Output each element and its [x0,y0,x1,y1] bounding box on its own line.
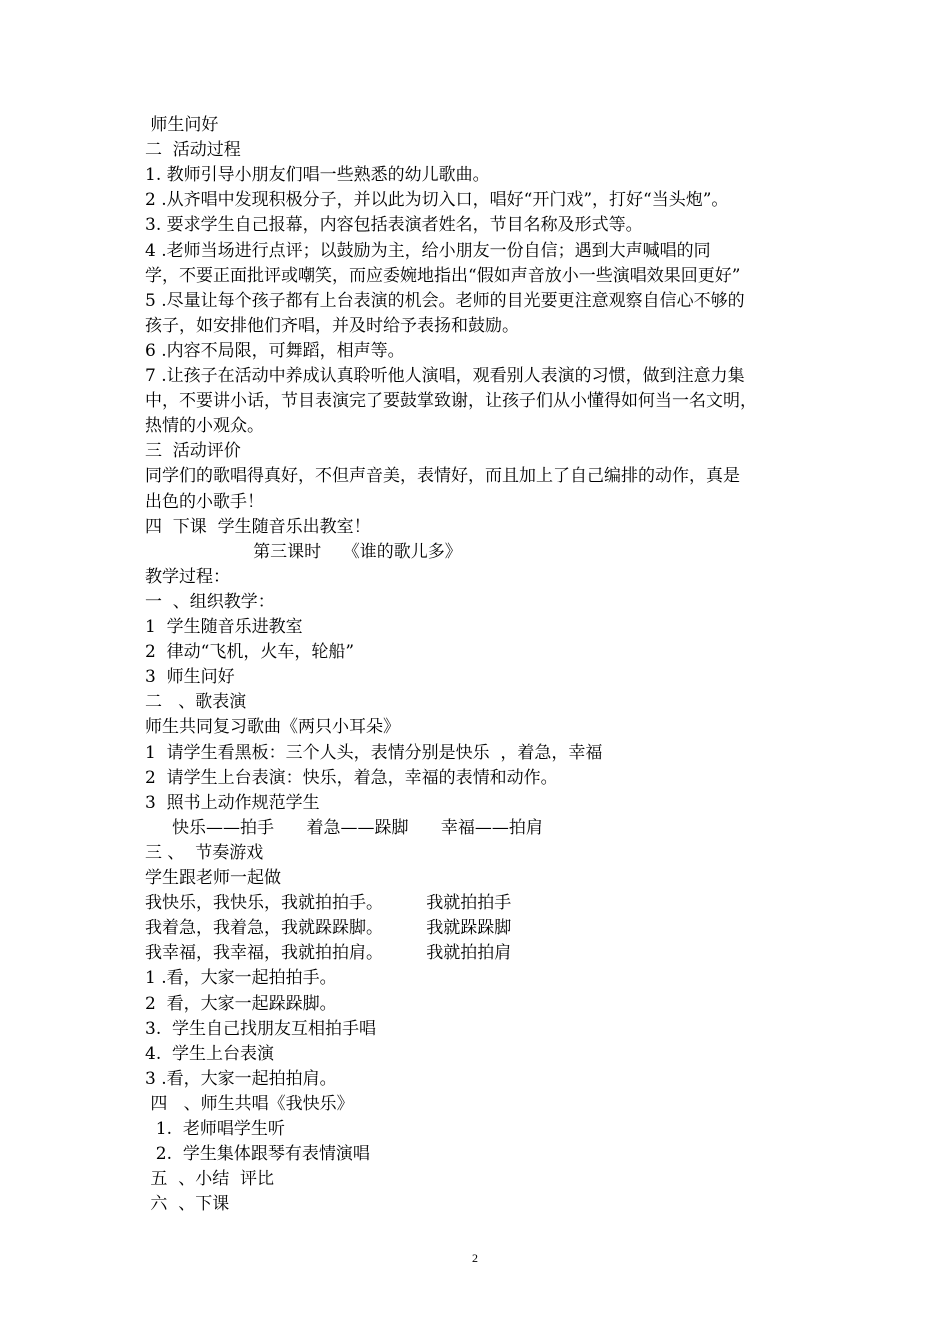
text-line: 师生问好 [145,115,219,135]
text-line: 1. 教师引导小朋友们唱一些熟悉的幼儿歌曲。 [145,165,490,186]
text-line: 2 .从齐唱中发现积极分子，并以此为切入口，唱好“开门戏”，打好“当头炮”。 [145,190,729,211]
text-line: 三 活动评价 [145,441,241,462]
text-line: 1 .看，大家一起拍拍手。 [145,968,337,989]
text-line: 学生跟老师一起做 [145,868,281,888]
text-line: 4. 学生上台表演 [145,1043,275,1064]
text-line: 六 、下课 [145,1194,230,1215]
text-line: 第三课时 《谁的歌儿多》 [145,541,462,562]
text-line: 一 、组织教学： [145,591,275,612]
text-line: 四 下课 学生随音乐出教室！ [145,516,371,537]
text-line: 3 照书上动作规范学生 [145,792,320,813]
text-line: 2 请学生上台表演：快乐，着急，幸福的表情和动作。 [145,767,558,788]
text-line: 我快乐，我快乐，我就拍拍手。 我就拍拍手 [145,893,512,914]
text-line: 1 请学生看黑板：三个人头，表情分别是快乐 ，着急，幸福 [145,742,603,763]
text-line: 6 .内容不局限，可舞蹈，相声等。 [145,340,405,361]
text-line: 三 、 节奏游戏 [145,842,264,863]
text-line: 学，不要正面批评或嘲笑，而应委婉地指出“假如声音放小一些演唱效果回更好” [145,265,741,286]
text-line: 二 、歌表演 [145,692,247,713]
text-line: 孩子，如安排他们齐唱，并及时给予表扬和鼓励。 [145,315,519,336]
text-line: 2 看，大家一起跺跺脚。 [145,993,337,1014]
text-line: 热情的小观众。 [145,416,264,437]
text-line: 我幸福，我幸福，我就拍拍肩。 我就拍拍肩 [145,943,512,964]
text-line: 教学过程： [145,566,230,587]
text-line: 3. 要求学生自己报幕，内容包括表演者姓名，节目名称及形式等。 [145,215,643,236]
text-line: 4 .老师当场进行点评；以鼓励为主，给小朋友一份自信；遇到大声喊唱的同 [145,240,711,261]
text-line: 5 .尽量让每个孩子都有上台表演的机会。老师的目光要更注意观察自信心不够的 [145,290,745,311]
text-line: 1 学生随音乐进教室 [145,617,303,637]
text-line: 同学们的歌唱得真好，不但声音美，表情好，而且加上了自己编排的动作，真是 [145,466,740,487]
text-line: 1. 老师唱学生听 [145,1119,285,1139]
text-line: 我着急，我着急，我就跺跺脚。 我就跺跺脚 [145,918,512,939]
text-line: 五 、小结 评比 [145,1169,275,1190]
text-line: 7 .让孩子在活动中养成认真聆听他人演唱，观看别人表演的习惯，做到注意力集 [145,366,745,386]
text-line: 出色的小歌手！ [145,491,264,512]
text-line: 2 律动“飞机，火车，轮船” [145,642,355,663]
text-line: 快乐——拍手 着急——跺脚 幸福——拍肩 [145,817,543,838]
text-line: 二 活动过程 [145,140,241,161]
text-line: 师生共同复习歌曲《两只小耳朵》 [145,717,400,738]
text-line: 3 .看，大家一起拍拍肩。 [145,1068,337,1089]
text-line: 2. 学生集体跟琴有表情演唱 [145,1144,370,1165]
text-line: 3 师生问好 [145,667,235,688]
page-number: 2 [472,1251,478,1265]
text-line: 中，不要讲小话，节目表演完了要鼓掌致谢，让孩子们从小懂得如何当一名文明， [145,391,757,412]
text-line: 3. 学生自己找朋友互相拍手唱 [145,1018,377,1039]
text-line: 四 、师生共唱《我快乐》 [145,1093,354,1114]
